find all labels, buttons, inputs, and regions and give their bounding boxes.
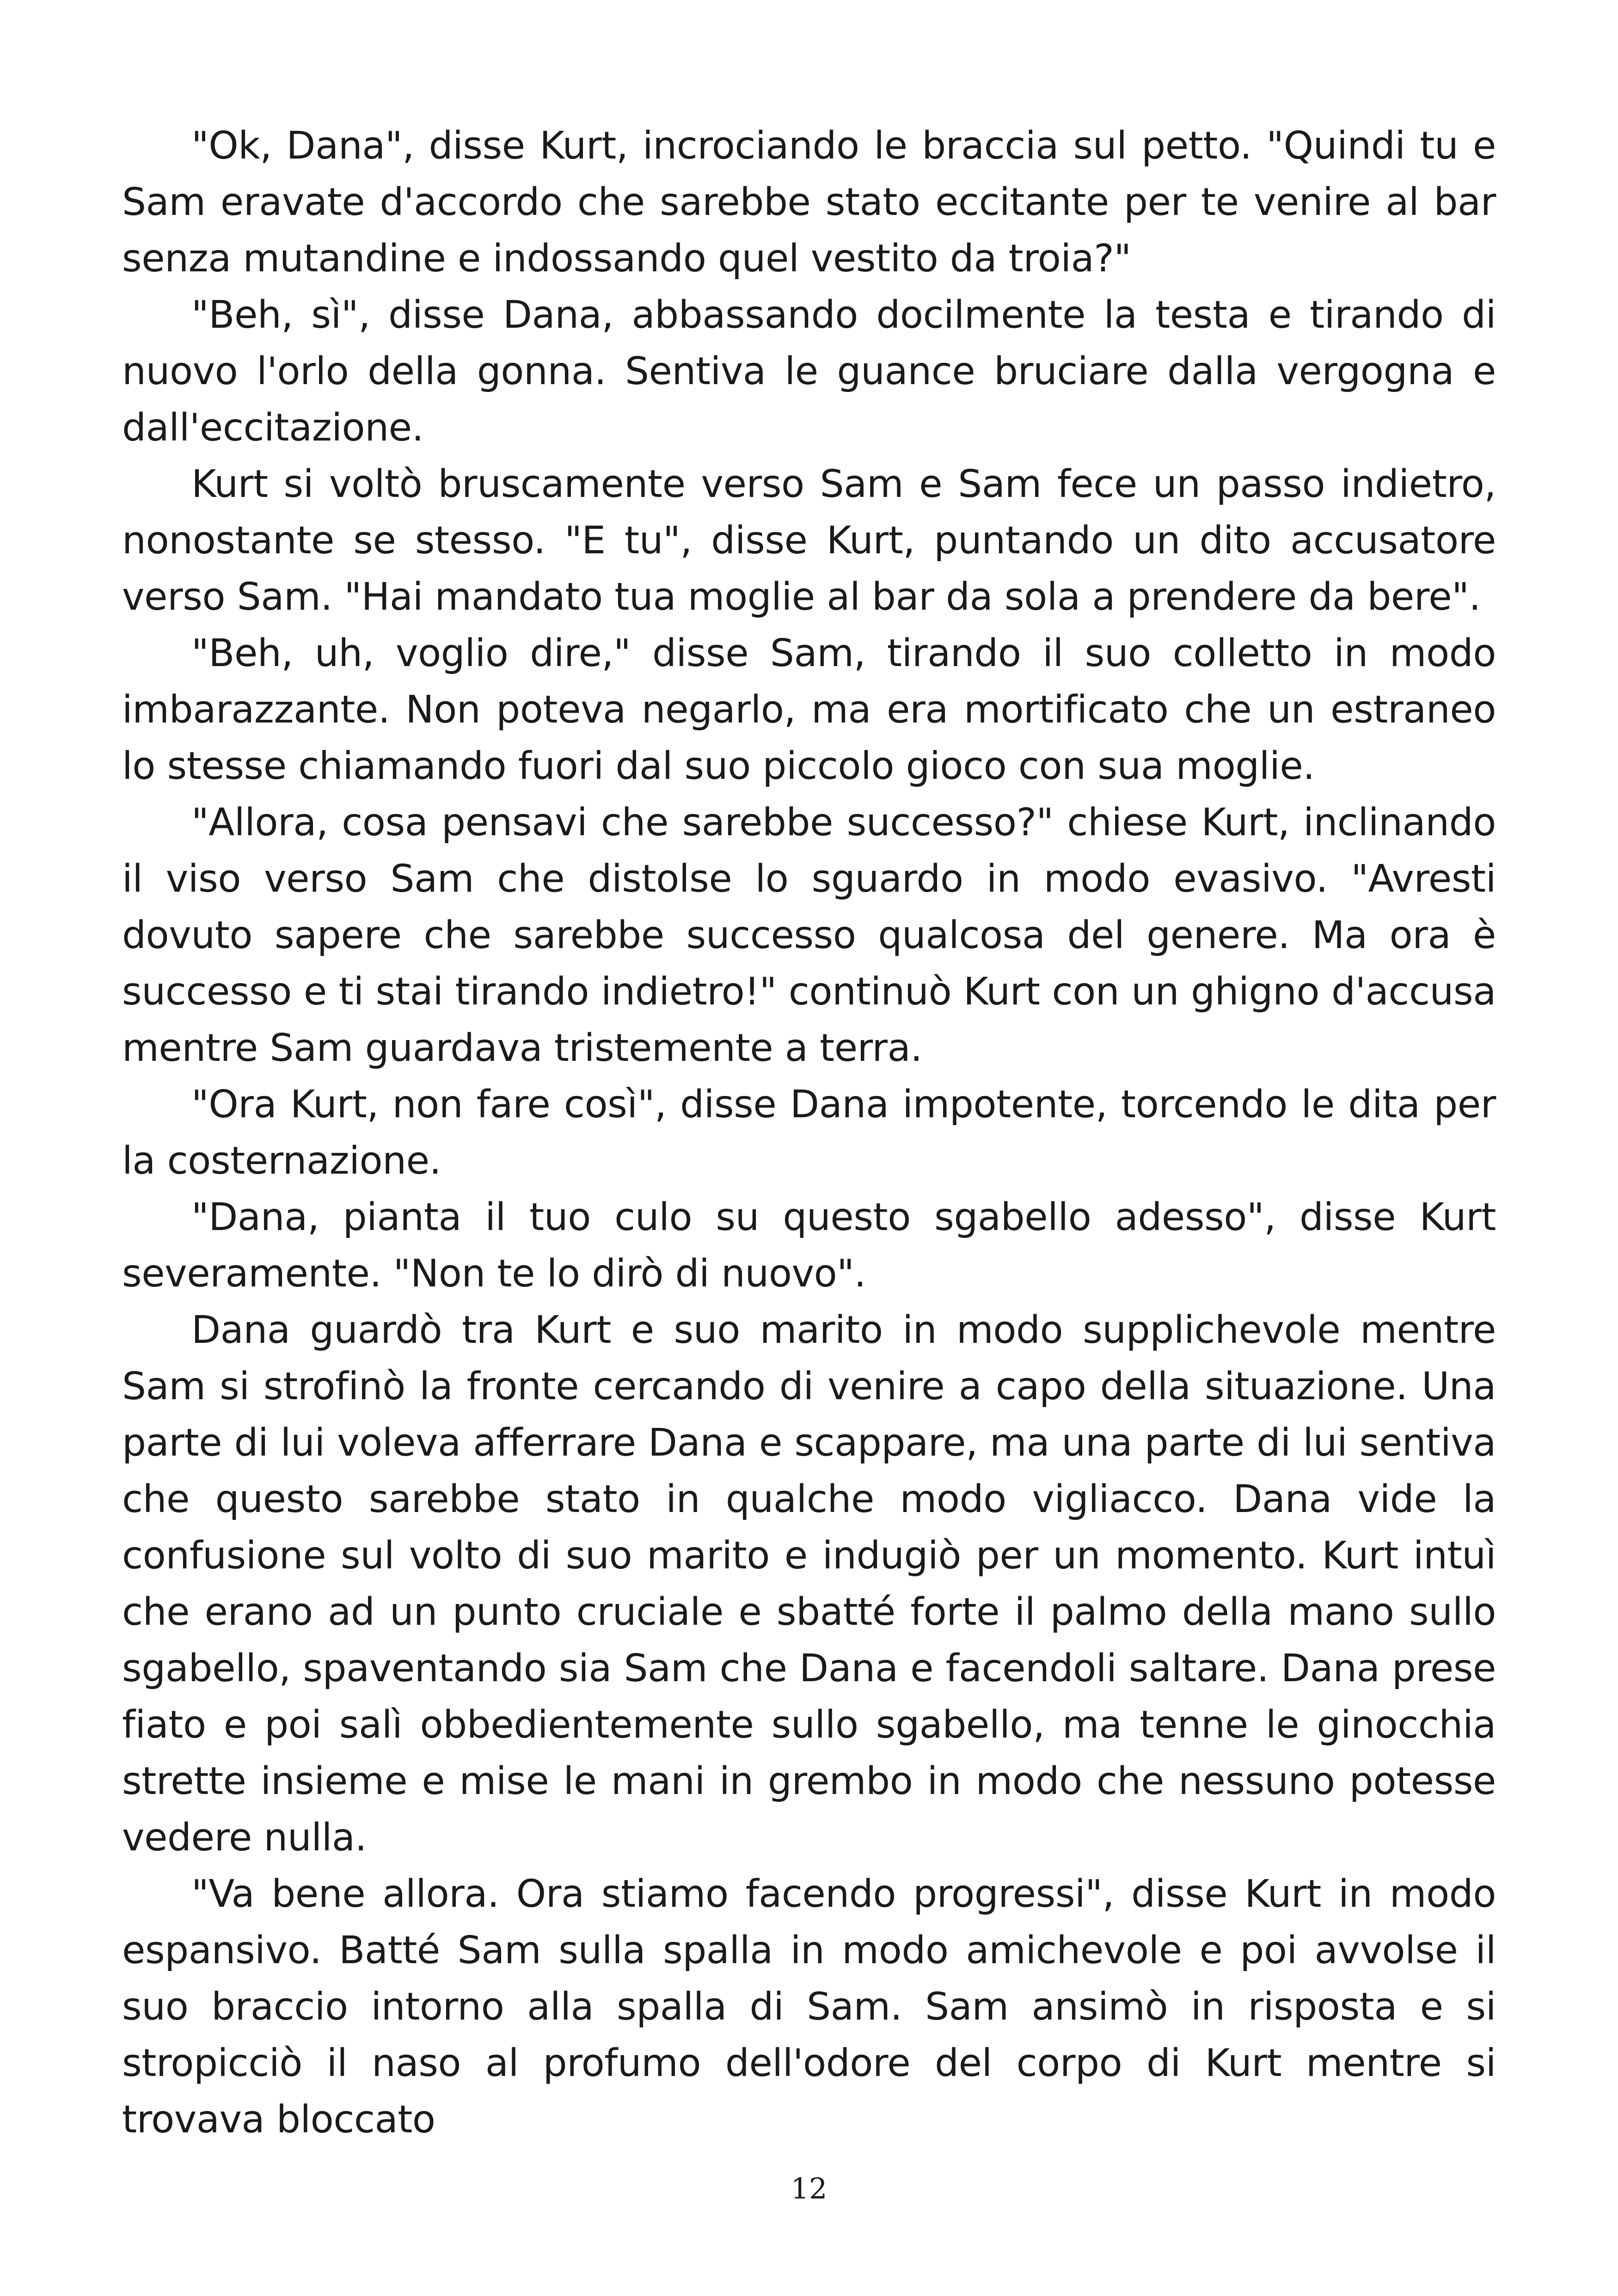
paragraph: "Allora, cosa pensavi che sarebbe successo?" chiese Kurt, inclinando il viso verso Sam che distolse lo sguardo in modo evasivo. "Avresti dovuto sapere che sarebbe successo qualcosa del genere. Ma ora è successo e ti stai tirando indietro!" continuò Kurt con un ghigno d'accusa mentre Sam guardava tristemente a terra. (122, 801, 1496, 1070)
paragraph: Dana guardò tra Kurt e suo marito in modo supplichevole mentre Sam si strofinò la fronte cercando di venire a capo della situazione. Una parte di lui voleva afferrare Dana e scappare, ma una parte di lui sentiva che questo sarebbe stato in qualche modo vigliacco. Dana vide la confusione sul volto di suo marito e indugiò per un momento. Kurt intuì che erano ad un punto cruciale e sbatté forte il palmo della mano sullo sgabello, spaventando sia Sam che Dana e facendoli saltare. Dana prese fiato e poi salì obbedientemente sullo sgabello, ma tenne le ginocchia strette insieme e mise le mani in grembo in modo che nessuno potesse vedere nulla. (122, 1308, 1496, 1860)
paragraph: "Ok, Dana", disse Kurt, incrociando le braccia sul petto. "Quindi tu e Sam eravate d'accordo che sarebbe stato eccitante per te venire al bar senza mutandine e indossando quel vestito da troia?" (122, 124, 1496, 281)
page-text (122, 118, 1496, 2148)
paragraph: "Beh, uh, voglio dire," disse Sam, tirando il suo colletto in modo imbarazzante. Non poteva negarlo, ma era mortificato che un estraneo lo stesse chiamando fuori dal suo piccolo gioco con sua moglie. (122, 631, 1496, 788)
paragraph: "Beh, sì", disse Dana, abbassando docilmente la testa e tirando di nuovo l'orlo della gonna. Sentiva le guance bruciare dalla vergogna e dall'eccitazione. (122, 293, 1496, 450)
page-number: 12 (791, 2172, 827, 2205)
paragraph: "Dana, pianta il tuo culo su questo sgabello adesso", disse Kurt severamente. "Non te lo dirò di nuovo". (122, 1195, 1496, 1296)
paragraph: Kurt si voltò bruscamente verso Sam e Sam fece un passo indietro, nonostante se stesso. "E tu", disse Kurt, puntando un dito accusatore verso Sam. "Hai mandato tua moglie al bar da sola a prendere da bere". (122, 462, 1496, 619)
paragraph: "Va bene allora. Ora stiamo facendo progressi", disse Kurt in modo espansivo. Batté Sam sulla spalla in modo amichevole e poi avvolse il suo braccio intorno alla spalla di Sam. Sam ansimò in risposta e si stropicciò il naso al profumo dell'odore del corpo di Kurt mentre si trovava bloccato (122, 1872, 1496, 2142)
paragraph: "Ora Kurt, non fare così", disse Dana impotente, torcendo le dita per la costernazione. (122, 1083, 1496, 1183)
